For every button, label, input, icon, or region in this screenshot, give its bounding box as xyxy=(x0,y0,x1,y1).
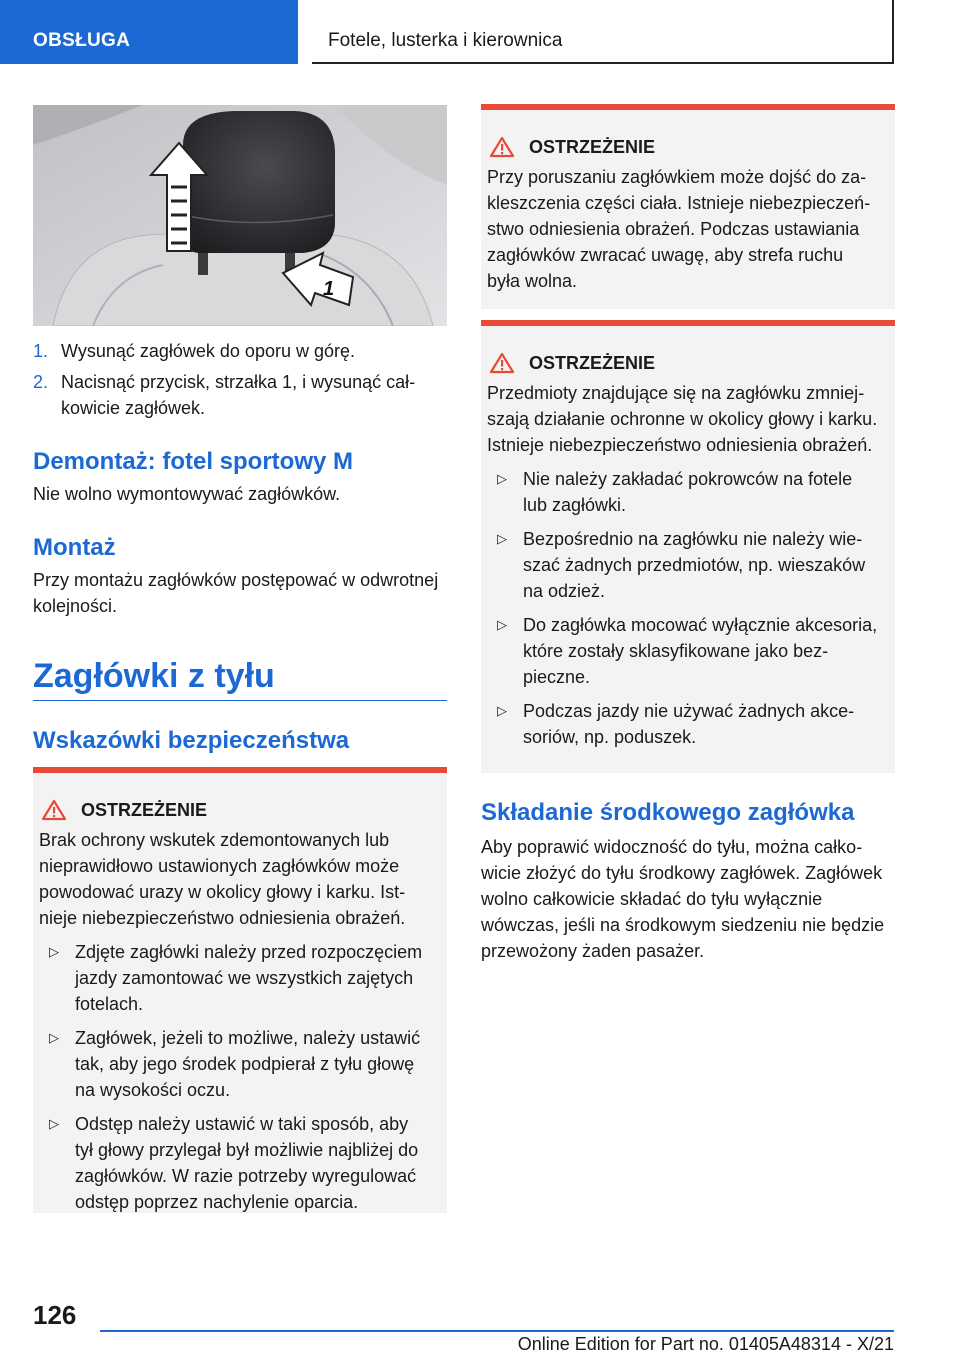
warning-box xyxy=(481,104,895,309)
step-text: Nacisnąć przycisk, strzałka 1, i wysunąć całkowicie zagłówek. xyxy=(61,372,416,418)
warning-text: Brak ochrony wskutek zdemontowanych lub nieprawidłowo ustawionych zagłówków może powodować urazy w okolicy głowy i karku. Istnieje niebezpieczeństwo odniesienia obrażeń. xyxy=(39,830,406,928)
step-text: Wysunąć zagłówek do oporu w górę. xyxy=(61,341,355,361)
warning-triangle-icon xyxy=(489,136,515,158)
footer-rule xyxy=(100,1330,894,1332)
bullet-item: ▷ Zdjęte zagłówki należy przed rozpoczęciem jazdy zamontować we wszystkich zajętych fotelach. xyxy=(39,939,431,1017)
section-tab xyxy=(0,0,298,64)
fold-text: Aby poprawić widoczność do tyłu, można całkowicie złożyć do tyłu środkowy zagłówek. Zagłówek wolno całkowicie składać do tyłu wyłącznie wówczas, jeśli na środkowym siedzeniu nie będzie przewożony żaden pasażer. xyxy=(481,837,885,961)
section-fold xyxy=(481,798,895,964)
triangle-bullet-icon: ▷ xyxy=(49,1030,59,1045)
bullet-item: ▷ Do zagłówka mocować wyłącznie akcesoria, które zostały sklasyfikowane jako bezpieczne. xyxy=(487,612,879,690)
section-rear-title xyxy=(33,656,447,696)
section-montaz xyxy=(33,533,447,619)
section-label: OBSŁUGA xyxy=(33,30,131,51)
section-safety xyxy=(33,726,447,756)
triangle-bullet-icon: ▷ xyxy=(497,531,507,546)
warning-text: Przy poruszaniu zagłówkiem może dojść do zakleszczenia części ciała. Istnieje niebezpieczeństwo odniesienia obrażeń. Podczas ustawiania zagłówków zwracać uwagę, aby strefa ruchu była wolna. xyxy=(487,167,871,291)
step-list xyxy=(33,338,447,426)
warning-box xyxy=(481,320,895,773)
step-number: 1. xyxy=(33,341,49,361)
title-rule xyxy=(33,700,447,701)
fold-heading: Składanie środkowego zagłówka xyxy=(481,799,855,826)
warning-title: OSTRZEŻENIE xyxy=(487,350,879,376)
page-number: 126 xyxy=(33,1300,77,1330)
bullet-item: ▷ Podczas jazdy nie używać żadnych akcesoriów, np. poduszek. xyxy=(487,698,879,750)
demontaz-heading: Demontaż: fotel sportowy M xyxy=(33,448,354,475)
demontaz-text: Nie wolno wymontowywać zagłówków. xyxy=(33,484,341,504)
triangle-bullet-icon: ▷ xyxy=(497,703,507,718)
edition-note: Online Edition for Part no. 01405A48314 - X/21 xyxy=(517,1334,894,1354)
chapter-header xyxy=(312,0,894,64)
montaz-heading: Montaż xyxy=(33,534,116,561)
step-item xyxy=(33,338,447,364)
bullet-item: ▷ Nie należy zakładać pokrowców na fotele lub zagłówki. xyxy=(487,466,879,518)
bullet-item: ▷ Bezpośrednio na zagłówku nie należy wieszać żadnych przedmiotów, np. wieszaków na odzież. xyxy=(487,526,879,604)
warning-box xyxy=(33,767,447,1213)
montaz-text: Przy montażu zagłówków postępować w odwrotnej kolejności. xyxy=(33,570,439,616)
bullet-item: ▷ Odstęp należy ustawić w taki sposób, aby tył głowy przylegał był możliwie najbliżej do zagłówków. W razie potrzeby wyregulować odstęp poprzez nachylenie oparcia. xyxy=(39,1111,431,1215)
triangle-bullet-icon: ▷ xyxy=(49,1116,59,1131)
headrest-illustration xyxy=(33,105,447,326)
triangle-bullet-icon: ▷ xyxy=(497,617,507,632)
safety-heading: Wskazówki bezpieczeństwa xyxy=(33,727,350,754)
triangle-bullet-icon: ▷ xyxy=(49,944,59,959)
step-number: 2. xyxy=(33,372,49,392)
step-item xyxy=(33,369,447,421)
bullet-item: ▷ Zagłówek, jeżeli to możliwe, należy ustawić tak, aby jego środek podpierał z tyłu głowę na wysokości oczu. xyxy=(39,1025,431,1103)
rear-headrests-title: Zagłówki z tyłu xyxy=(33,657,275,695)
warning-triangle-icon xyxy=(489,352,515,374)
chapter-title: Fotele, lusterka i kierownica xyxy=(328,30,563,51)
callout-number: 1 xyxy=(323,278,335,300)
section-demontaz xyxy=(33,447,447,507)
warning-title: OSTRZEŻENIE xyxy=(487,134,879,160)
headrest-photo xyxy=(33,105,447,326)
warning-text: Przedmioty znajdujące się na zagłówku zmniejszają działanie ochronne w okolicy głowy i karku. Istnieje niebezpieczeństwo odniesienia obrażeń. xyxy=(487,383,878,455)
warning-title: OSTRZEŻENIE xyxy=(39,797,431,823)
triangle-bullet-icon: ▷ xyxy=(497,471,507,486)
warning-triangle-icon xyxy=(41,799,67,821)
